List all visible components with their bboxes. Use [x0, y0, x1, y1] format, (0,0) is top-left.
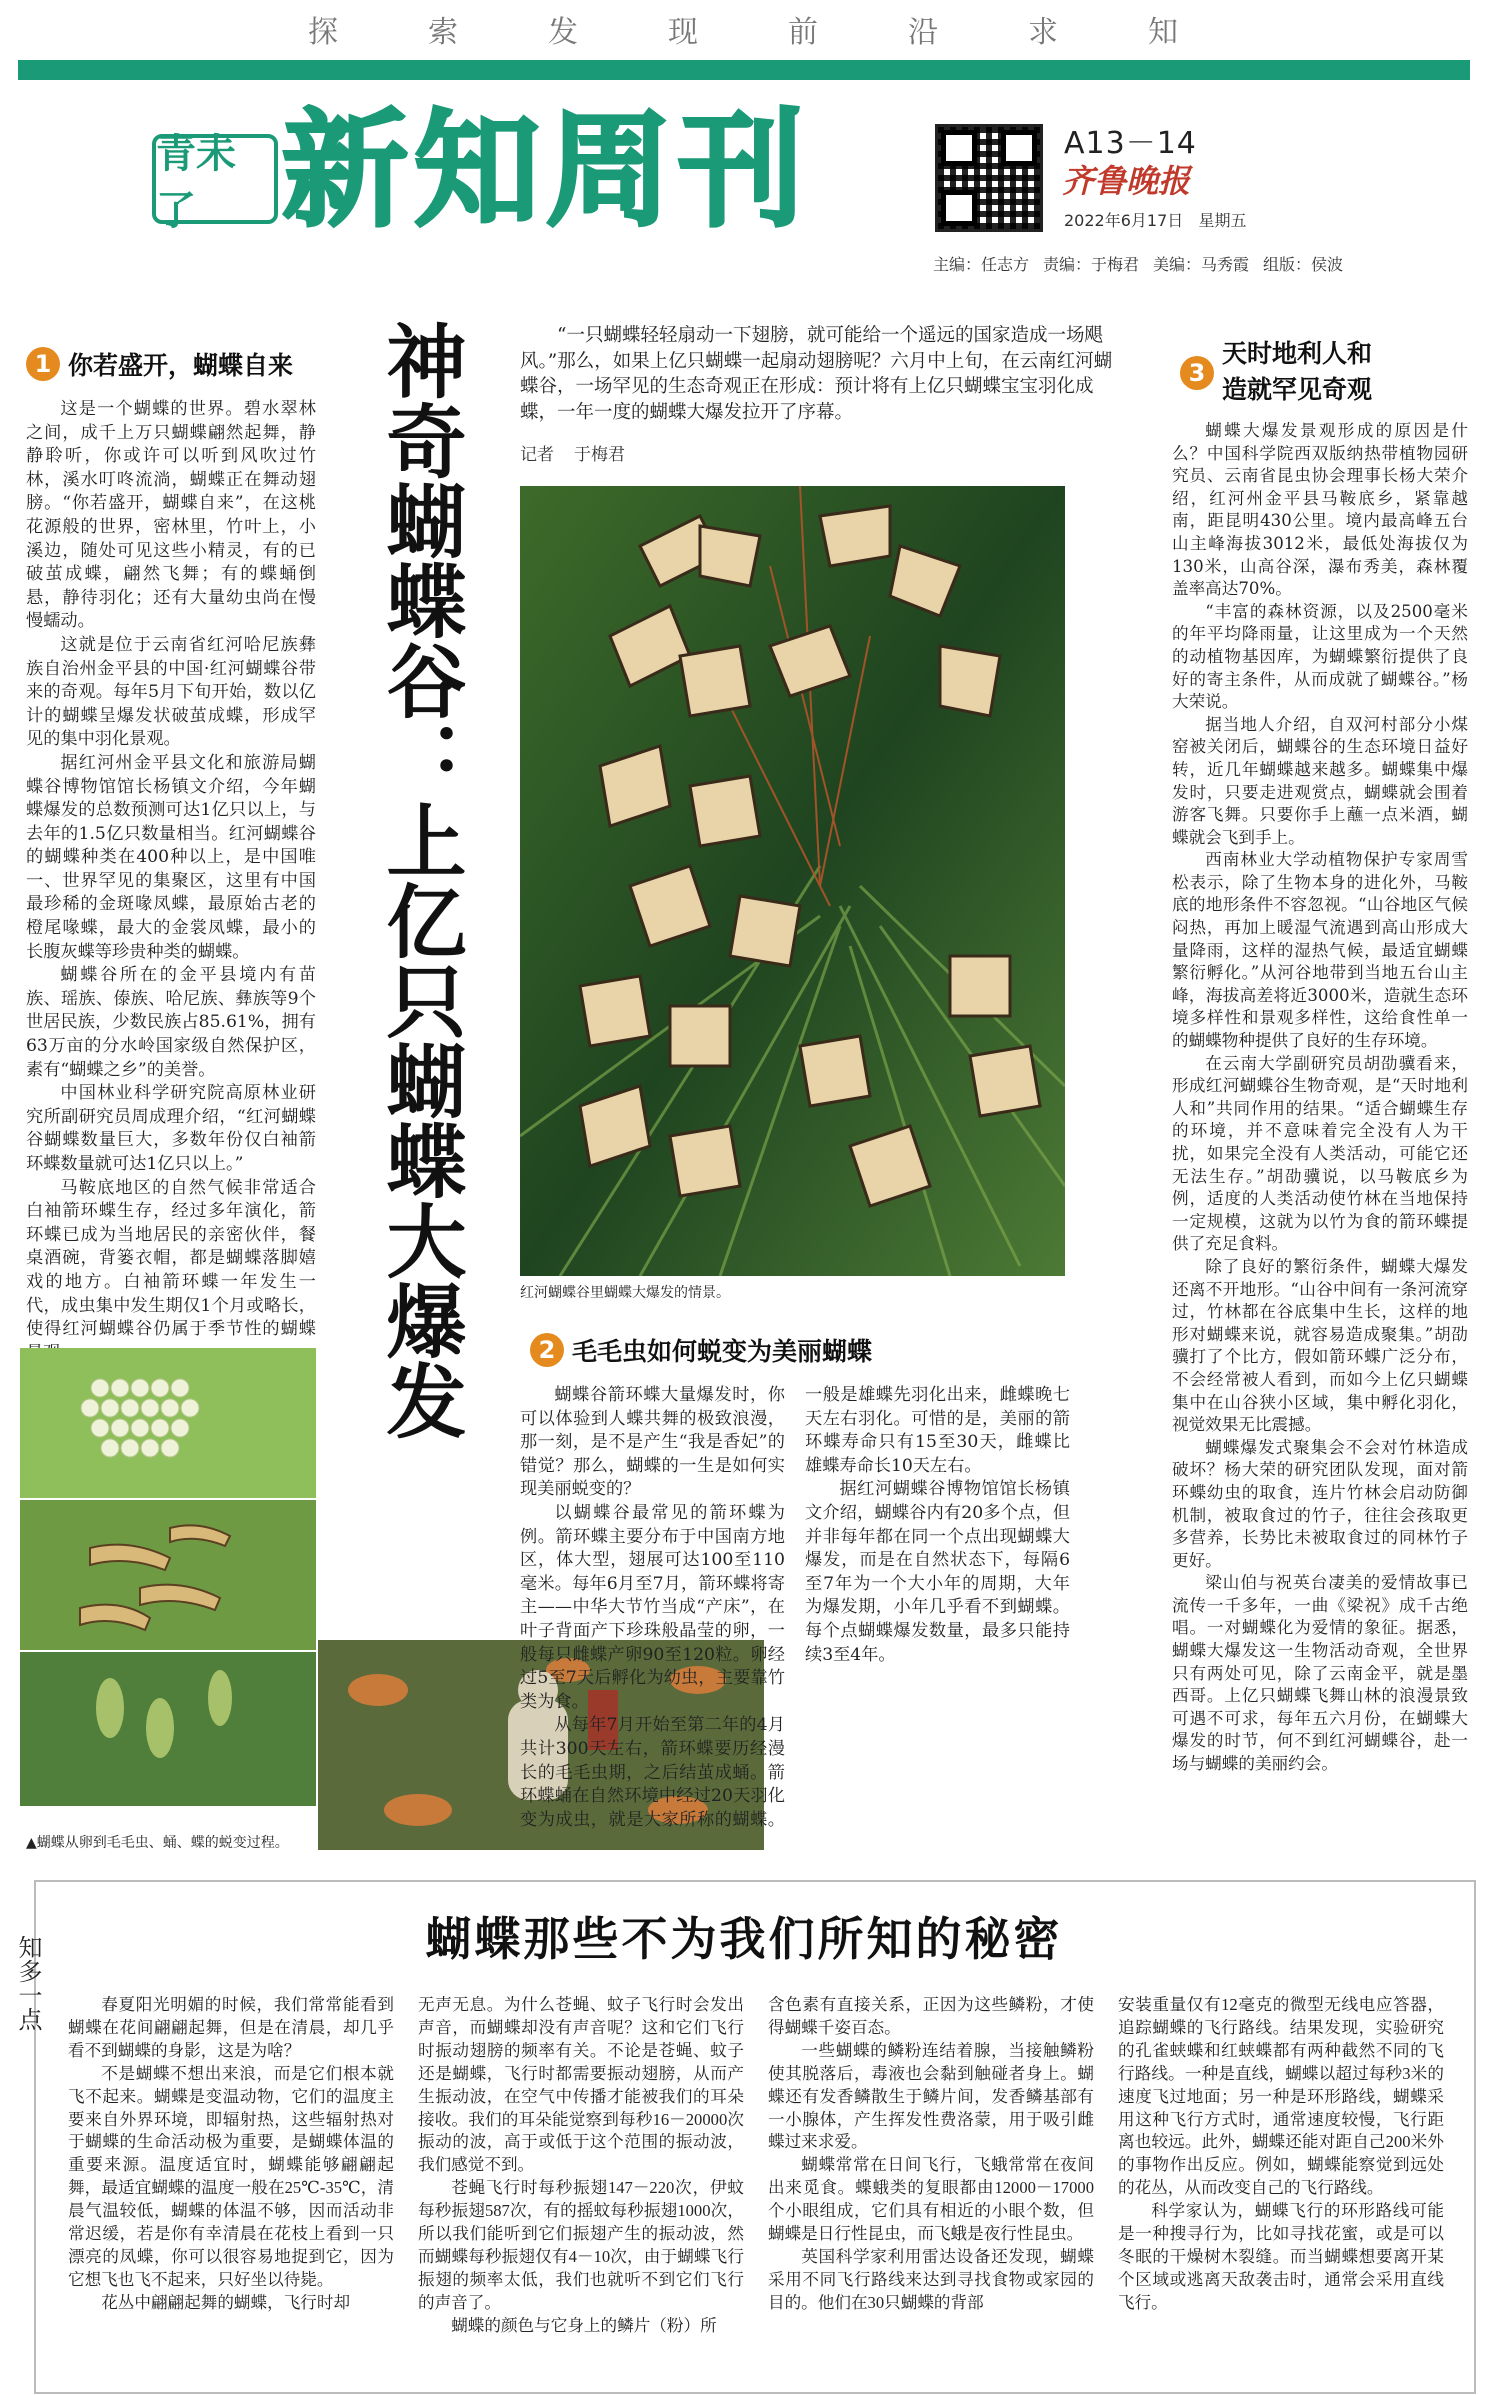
section-number-badge: 3 [1180, 356, 1214, 390]
top-color-bar [18, 60, 1470, 80]
secrets-column-1: 春夏阳光明媚的时候，我们常常能看到蝴蝶在花间翩翩起舞，但是在清晨，却几乎看不到蝴蝶的身影，这是为啥？ 不是蝴蝶不想出来浪，而是它们根本就飞不起来。蝴蝶是变温动物，它们的温度主要来自外界环境，即辐射热，这些辐射热对于蝴蝶的生命活动极为重要，是蝴蝶体温的重要来源。温度适宜时，蝴蝶能够翩翩起舞，最适宜蝴蝶的温度一般在25℃-35℃，清晨气温较低，蝴蝶的体温不够，因而活动非常迟缓，若是你有幸清晨在花枝上看到一只漂亮的凤蝶，你可以很容易地捉到它，因为它想飞也飞不起来，只好坐以待毙。 花丛中翩翩起舞的蝴蝶，飞行时却 [68, 1995, 394, 2312]
sidebar-tag: 知多一点 [14, 1935, 42, 2031]
reporter-byline: 记者 于梅君 [520, 445, 625, 465]
editor-credits: 主编：任志方 责编：于梅君 美编：马秀霞 组版：侯波 [933, 255, 1344, 274]
secrets-title: 蝴蝶那些不为我们所知的秘密 [425, 1912, 1063, 1966]
slogan-char: 索 [428, 15, 460, 50]
section-number-badge: 1 [26, 347, 60, 381]
newspaper-name: 齐鲁晚报 [1062, 162, 1191, 200]
section-3-title-line1: 天时地利人和 [1222, 339, 1373, 368]
slogan-char: 前 [788, 15, 820, 50]
slogan-char: 知 [1148, 15, 1180, 50]
page-number: A13－14 [1064, 126, 1197, 161]
secrets-column-2: 无声无息。为什么苍蝇、蚊子飞行时会发出声音，而蝴蝶却没有声音呢？这和它们飞行时振动翅膀的频率有关。不论是苍蝇、蚊子还是蝴蝶，飞行时都需要振动翅膀，从而产生振动波，在空气中传播才能被我们的耳朵接收。我们的耳朵能觉察到每秒16－20000次振动的波，高于或低于这个范围的振动波，我们感觉不到。 苍蝇飞行时每秒振翅147－220次，伊蚊每秒振翅587次，有的摇蚊每秒振翅1000次，所以我们能听到它们振翅产生的振动波，然而蝴蝶每秒振翅仅有4－10次，由于蝴蝶飞行振翅的频率太低，我们也就听不到它们飞行的声音了。 蝴蝶的颜色与它身上的鳞片（粉）所 [418, 1995, 744, 2335]
masthead-title: 新知周刊 [282, 97, 810, 244]
butterfly-cluster-photo [520, 486, 1065, 1276]
slogan-char: 发 [548, 15, 580, 50]
section-3-title-line2: 造就罕见奇观 [1222, 375, 1373, 404]
section-1-heading [26, 346, 293, 382]
slogan-char: 探 [308, 15, 340, 50]
article-lead: “一只蝴蝶轻轻扇动一下翅膀，就可能给一个遥远的国家造成一场飓风。”那么，如果上亿只蝴蝶一起扇动翅膀呢？六月中上旬，在云南红河蝴蝶谷，一场罕见的生态奇观正在形成：预计将有上亿只蝴蝶宝宝羽化成蝶，一年一度的蝴蝶大爆发拉开了序幕。 [520, 325, 1113, 423]
section-2-title: 毛毛虫如何蜕变为美丽蝴蝶 [572, 1337, 873, 1366]
butterfly-lifecycle-photos [20, 1348, 316, 1806]
section-number-badge: 2 [530, 1333, 564, 1367]
section-3-body: 蝴蝶大爆发景观形成的原因是什么？中国科学院西双版纳热带植物园研究员、云南省昆虫协会理事长杨大荣介绍，红河州金平县马鞍底乡，紧靠越南，距昆明430公里。境内最高峰五台山主峰海拔3012米，最低处海拔仅为130米，山高谷深，瀑布秀美，森林覆盖率高达70%。 “丰富的森林资源，以及2500毫米的年平均降雨量，让这里成为一个天然的动植物基因库，为蝴蝶繁衍提供了良好的寄主条件，从而成就了蝴蝶谷。”杨大荣说。 据当地人介绍，自双河村部分小煤窑被关闭后，蝴蝶谷的生态环境日益好转，近几年蝴蝶越来越多。蝴蝶集中爆发时，只要走进观赏点，蝴蝶就会围着游客飞舞。只要你手上蘸一点米酒，蝴蝶就会飞到手上。 西南林业大学动植物保护专家周雪松表示，除了生物本身的进化外，马鞍底的地形条件不容忽视。“山谷地区气候闷热，再加上暖湿气流遇到高山形成大量降雨，这样的湿热气候，最适宜蝴蝶繁衍孵化。”从河谷地带到当地五台山主峰，海拔高差将近3000米，造就生态环境多样性和景观多样性，这给食性单一的蝴蝶物种提供了良好的生存环境。 在云南大学副研究员胡劭骥看来，形成红河蝴蝶谷生物奇观，是“天时地利人和”共同作用的结果。“适合蝴蝶生存的环境，并不意味着完全没有人为干扰，如果完全没有人类活动，可能它还无法生存。”胡劭骥说，以马鞍底乡为例，适度的人类活动使竹林在当地保持一定规模，这就为以竹为食的箭环蝶提供了充足食料。 除了良好的繁衍条件，蝴蝶大爆发还离不开地形。“山谷中间有一条河流穿过，竹林都在谷底集中生长，这样的地形对蝴蝶来说，就容易造成聚集。”胡劭骥打了个比方，假如箭环蝶广泛分布，不会经常被人看到，而如今上亿只蝴蝶集中在山谷狭小区域，集中孵化羽化，视觉效果无比震撼。 蝴蝶爆发式聚集会不会对竹林造成破坏？杨大荣的研究团队发现，面对箭环蝶幼虫的取食，连片竹林会启动防御机制，被取食过的竹子，往往会孩取更多营养，长势比未被取食过的同林竹子更好。 梁山伯与祝英台凄美的爱情故事已流传一千多年，一曲《梁祝》成千古绝唱。一对蝴蝶化为爱情的象征。据悉，蝴蝶大爆发这一生物活动奇观，全世界只有两处可见，除了云南金平，就是墨西哥。上亿只蝴蝶飞舞山林的浪漫景致可遇不可求，每年五六月份，在蝴蝶大爆发的时节，何不到红河蝴蝶谷，赴一场与蝴蝶的美丽约会。 [1172, 421, 1468, 1774]
qingweiliao-logo: 青未了 [152, 134, 278, 224]
lifecycle-photo-caption: ▲蝴蝶从卵到毛毛虫、蛹、蝶的蜕变过程。 [26, 1835, 289, 1851]
secrets-column-3: 含色素有直接关系，正因为这些鳞粉，才使得蝴蝶千姿百态。 一些蝴蝶的鳞粉连结着腺，当接触鳞粉使其脱落后，毒液也会黏到触碰者身上。蝴蝶还有发香鳞散生于鳞片间，发香鳞基部有一小腺体，产生挥发性费洛蒙，用于吸引雌蝶过来求爱。 蝴蝶常常在日间飞行，飞蛾常常在夜间出来觅食。蝶蛾类的复眼都由12000－17000个小眼组成，它们具有相近的小眼个数，但蝴蝶是日行性昆虫，而飞蛾是夜行性昆虫。 英国科学家利用雷达设备还发现，蝴蝶采用不同飞行路线来达到寻找食物或家园的目的。他们在30只蝴蝶的背部 [768, 1995, 1094, 2312]
qr-code-icon[interactable] [935, 124, 1043, 232]
section-2-body: 蝴蝶谷箭环蝶大量爆发时，你可以体验到人蝶共舞的极致浪漫，那一刻，是不是产生“我是香妃”的错觉？那么，蝴蝶的一生是如何实现美丽蜕变的？ 以蝴蝶谷最常见的箭环蝶为例。箭环蝶主要分布于中国南方地区，体大型，翅展可达100至110毫米。每年6月至7月，箭环蝶将寄主——中华大节竹当成“产床”，在叶子背面产下珍珠般晶莹的卵，一般每只雌蝶产卵90至120粒。卵经过5至7天后孵化为幼虫，主要靠竹类为食。 从每年7月开始至第二年的4月共计300天左右，箭环蝶要历经漫长的毛毛虫期，之后结茧成蛹。箭环蝶蛹在自然环境中经过20天羽化变为成虫，就是大家所称的蝴蝶。一般是雄蝶先羽化出来，雌蝶晚七天左右羽化。可惜的是，美丽的箭环蝶寿命只有15至30天，雌蝶比雄蝶寿命长10天左右。 据红河蝴蝶谷博物馆馆长杨镇文介绍，蝴蝶谷内有20多个点，但并非每年都在同一个点出现蝴蝶大爆发，而是在自然状态下，每隔6至7年为一个大小年的周期，大年为爆发期，小年几乎看不到蝴蝶。每个点蝴蝶爆发数量，最多只能持续3至4年。 [520, 1385, 1070, 1830]
section-2-heading [530, 1332, 872, 1368]
headline: 神奇蝴蝶谷：上亿只蝴蝶大爆发 [373, 320, 467, 1440]
section-1-title: 你若盛开，蝴蝶自来 [68, 351, 294, 380]
secrets-column-4: 安装重量仅有12毫克的微型无线电应答器，追踪蝴蝶的飞行路线。结果发现，实验研究的孔雀蛱蝶和红蛱蝶都有两种截然不同的飞行路线。一种是直线，蝴蝶以超过每秒3米的速度飞过地面；另一种是环形路线，蝴蝶采用这种飞行方式时，通常速度较慢，飞行距离也较远。此外，蝴蝶还能对距自己200米外的事物作出反应。例如，蝴蝶能察觉到远处的花丛，从而改变自己的飞行路线。 科学家认为，蝴蝶飞行的环形路线可能是一种搜寻行为，比如寻找花蜜，或是可以冬眠的干燥树木裂缝。而当蝴蝶想要离开某个区域或逃离天敌袭击时，通常会采用直线飞行。 [1118, 1995, 1444, 2312]
slogan-char: 沿 [908, 15, 940, 50]
section-3-heading [1180, 336, 1372, 408]
section-1-body: 这是一个蝴蝶的世界。碧水翠林之间，成千上万只蝴蝶翩然起舞，静静聆听，你或许可以听到风吹过竹林，溪水叮咚流淌，蝴蝶正在舞动翅膀。“你若盛开，蝴蝶自来”，在这桃花源般的世界，密林里，竹叶上，小溪边，随处可见这些小精灵，有的已破茧成蝶，翩然飞舞；有的蝶蛹倒悬，静待羽化；还有大量幼虫尚在慢慢蠕动。 这就是位于云南省红河哈尼族彝族自治州金平县的中国·红河蝴蝶谷带来的奇观。每年5月下旬开始，数以亿计的蝴蝶呈爆发状破茧成蝶，形成罕见的集中羽化景观。 据红河州金平县文化和旅游局蝴蝶谷博物馆馆长杨镇文介绍，今年蝴蝶爆发的总数预测可达1亿只以上，与去年的1.5亿只数量相当。红河蝴蝶谷的蝴蝶种类在400种以上，是中国唯一、世界罕见的集聚区，这里有中国最珍稀的金斑喙凤蝶，最原始古老的橙尾喙蝶，最大的金裳凤蝶，最小的长腹灰蝶等珍贵种类的蝴蝶。 蝴蝶谷所在的金平县境内有苗族、瑶族、傣族、哈尼族、彝族等9个世居民族，少数民族占85.61%，拥有63万亩的分水岭国家级自然保护区，素有“蝴蝶之乡”的美誉。 中国林业科学研究院高原林业研究所副研究员周成理介绍，“红河蝴蝶谷蝴蝶数量巨大，多数年份仅白袖箭环蝶数量就可达1亿只以上。” 马鞍底地区的自然气候非常适合白袖箭环蝶生存，经过多年演化，箭环蝶已成为当地居民的亲密伙伴，餐桌酒碗，背篓衣帽，都是蝴蝶落脚嬉戏的地方。白袖箭环蝶一年发生一代，成虫集中发生期仅1个月或略长，使得红河蝴蝶谷仍属于季节性的蝴蝶 [26, 399, 316, 1340]
slogan-char: 求 [1028, 15, 1060, 50]
issue-date: 2022年6月17日 星期五 [1064, 211, 1247, 230]
slogan-char: 现 [668, 15, 700, 50]
slogan-band [0, 0, 1488, 58]
main-photo-caption: 红河蝴蝶谷里蝴蝶大爆发的情景。 [520, 1285, 730, 1301]
